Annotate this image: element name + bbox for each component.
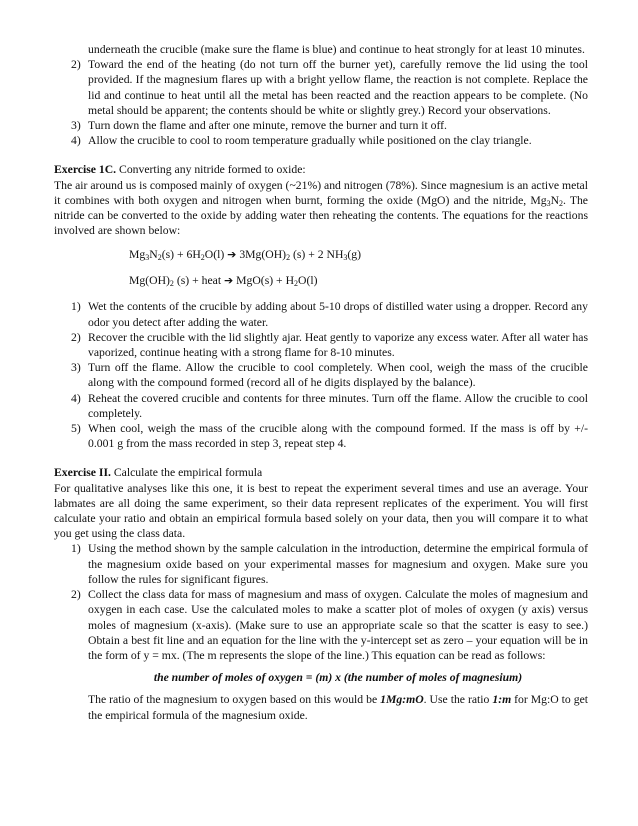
arrow-icon: ➔ (223, 274, 234, 288)
document-page (54, 42, 588, 723)
list-item: 1) Wet the contents of the crucible by adding about 5-10 drops of distilled water using a dropper. Record any odor you detect after adding the water. (71, 300, 588, 329)
list-item: 5) When cool, weigh the mass of the crucible along with the compound formed. If the mass is off by +/- 0.001 g from the mass recorded in step 3, repeat step 4. (71, 422, 588, 451)
equation-nitride-hydrolysis: $Mg_3N_2(s) + 6H_2O(l)$ ➔ $3Mg(OH)_2$ (s) + 2 $NH_3(g)$ (129, 248, 362, 263)
list-continuation: underneath the crucible (make sure the flame is blue) and continue to heat strongly for at least 10 minutes. (88, 43, 585, 56)
list-item: 2) Recover the crucible with the lid slightly ajar. Heat gently to vaporize any excess water. After all water has vaporized, continue heating with a strong flame for 8-10 minutes. (71, 330, 588, 360)
exercise-1c-heading: Exercise 1C. Converting any nitride formed to oxide: (54, 163, 306, 177)
list-item: 2) Collect the class data for mass of magnesium and mass of oxygen. Calculate the moles of magnesium and oxygen in each case. Use the calculated moles to make a scatter plot of moles of oxygen (y axis) versus moles of magnesium (x-axis). (Make sure to use an appropriate scale so that the scatter is easy to see.) Obtain a best fit line and an equation for the line with the y-intercept set as zero – your equation will be in the form of y = mx. (The m represents the slope of the line.) This equation can be read as follows: (71, 588, 588, 662)
exercise-1c-steps-list (54, 299, 588, 451)
list-item: 1) Using the method shown by the sample calculation in the introduction, determine the empirical formula of the magnesium oxide based on your experimental masses for magnesium and oxygen. Make sure you follow the rules for significant figures. (71, 542, 588, 586)
exercise-2-steps-list (54, 541, 588, 663)
exercise-2-heading: Exercise II. Calculate the empirical formula (54, 466, 263, 480)
list-item: 4) Allow the crucible to cool to room temperature gradually while positioned on the clay triangle. (71, 134, 532, 148)
heating-steps-list (54, 57, 588, 148)
list-item: 3) Turn down the flame and after one minute, remove the burner and turn it off. (71, 119, 447, 133)
equation-hydroxide-decomposition: $Mg(OH)_2$ (s) + heat ➔ $MgO(s) + H_2O(l)$ (129, 274, 318, 289)
exercise-2-paragraph: For qualitative analyses like this one, it is best to repeat the experiment several times and use an average. Your labmates are all doing the same experiment, so their data represent replicates of the experiment. You will first calculate your ratio and obtain an empirical formula based solely on your data, then you will compare it to what you get using the class data. (54, 481, 588, 541)
moles-equation: the number of moles of oxygen = (m) x (the number of moles of magnesium) (153, 671, 523, 685)
ratio-paragraph: The ratio of the magnesium to oxygen based on this would be 1Mg:mO. Use the ratio 1:m for Mg:O to get the empirical formula of the magnesium oxide. (88, 693, 589, 722)
exercise-1c-paragraph: The air around us is composed mainly of oxygen (~21%) and nitrogen (78%). Since magnesium is an active metal it combines with both oxygen and nitrogen when burnt, forming the oxide (MgO) and the nitride, $Mg_3N_2$. The nitride can be converted to the oxide by adding water then reheating the contents. The equations for the reactions involved are shown below: (54, 178, 588, 238)
list-item: 3) Turn off the flame. Allow the crucible to cool completely. When cool, weigh the mass of the crucible along with the compound formed (record all of he digits displayed by the balance). (71, 361, 588, 390)
list-item: 2) Toward the end of the heating (do not turn off the burner yet), carefully remove the lid using the tool provided. If the magnesium flares up with a bright yellow flame, the reaction is not complete. Replace the lid and continue to heat until all the metal has been reacted and the reaction appears to be complete. (No metal should be apparent; the contents should be white or slightly grey.) Record your observations. (71, 58, 588, 117)
list-item: 4) Reheat the covered crucible and contents for three minutes. Turn off the flame. Allow the crucible to cool completely. (71, 391, 588, 420)
arrow-icon: ➔ (227, 248, 237, 262)
